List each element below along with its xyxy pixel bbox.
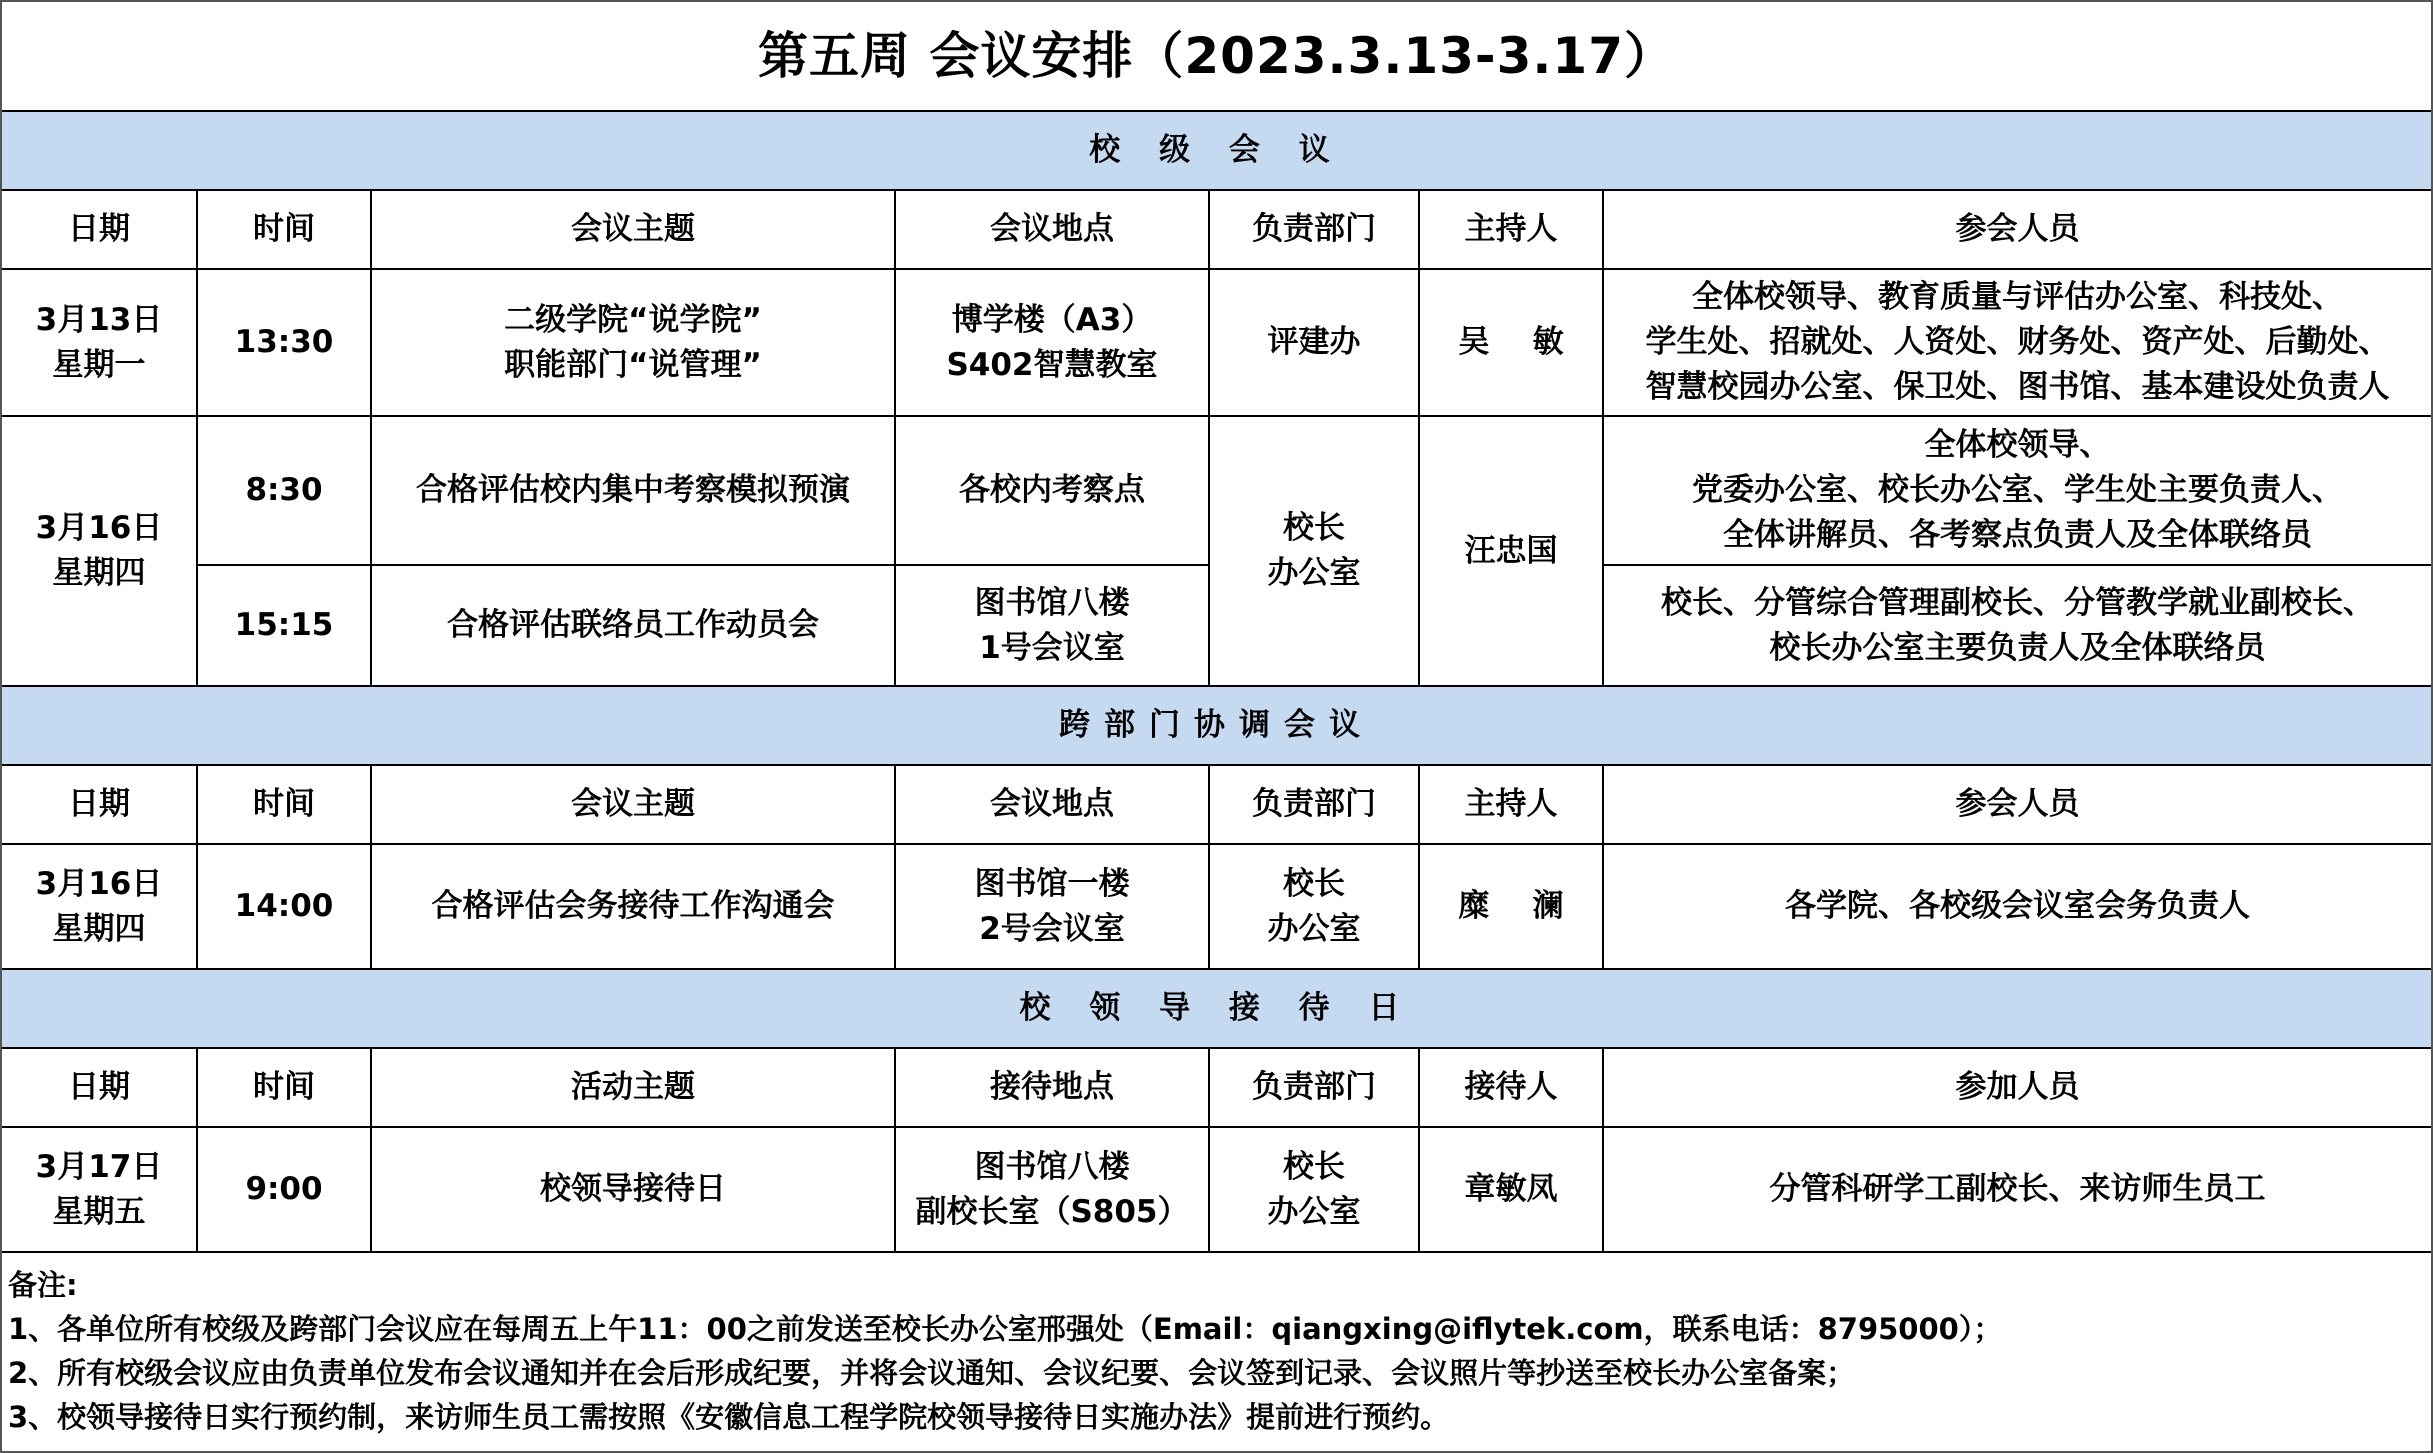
section-reception-day: [2, 969, 2431, 1048]
time-cell: 8:30: [197, 416, 371, 565]
time-cell: 13:30: [197, 269, 371, 416]
time-cell: 14:00: [197, 844, 371, 969]
col-header-participants: 参加人员: [1603, 1048, 2431, 1127]
table-row: [2, 844, 2431, 969]
col-header-location: 会议地点: [895, 190, 1209, 269]
section-title: 跨部门协调会议: [2, 686, 2431, 765]
col-header-receiver: 接待人: [1419, 1048, 1603, 1127]
section-cross-dept-meetings: [2, 686, 2431, 765]
notes-section: [2, 1253, 2431, 1439]
col-header-reception-location: 接待地点: [895, 1048, 1209, 1127]
participants-cell: 分管科研学工副校长、来访师生员工: [1603, 1127, 2431, 1252]
section-school-meetings: [2, 112, 2431, 190]
col-header-dept: 负责部门: [1209, 1048, 1419, 1127]
date-cell: 3月16日 星期四: [2, 416, 197, 686]
note-line: 1、各单位所有校级及跨部门会议应在每周五上午11：00之前发送至校长办公室邢强处（Email：qiangxing@iflytek.com，联系电话：8795000）；: [8, 1312, 2003, 1346]
col-header-host: 主持人: [1419, 765, 1603, 844]
col-header-date: 日期: [2, 765, 197, 844]
col-header-time: 时间: [197, 1048, 371, 1127]
host-cell: 吴 敏: [1419, 269, 1603, 416]
col-header-date: 日期: [2, 1048, 197, 1127]
col-header-host: 主持人: [1419, 190, 1603, 269]
topic-cell: 合格评估联络员工作动员会: [371, 565, 895, 686]
dept-cell: 评建办: [1209, 269, 1419, 416]
topic-cell: 合格评估校内集中考察模拟预演: [371, 416, 895, 565]
col-header-dept: 负责部门: [1209, 190, 1419, 269]
col-header-activity: 活动主题: [371, 1048, 895, 1127]
location-cell: 博学楼（A3） S402智慧教室: [895, 269, 1209, 416]
col-header-time: 时间: [197, 765, 371, 844]
header-row: [2, 765, 2431, 844]
col-header-dept: 负责部门: [1209, 765, 1419, 844]
receiver-cell: 章敏凤: [1419, 1127, 1603, 1252]
col-header-date: 日期: [2, 190, 197, 269]
topic-cell: 二级学院“说学院” 职能部门“说管理”: [371, 269, 895, 416]
col-header-topic: 会议主题: [371, 765, 895, 844]
page-title: 第五周 会议安排（2023.3.13-3.17）: [2, 2, 2431, 112]
dept-cell: 校长 办公室: [1209, 844, 1419, 969]
location-cell: 各校内考察点: [895, 416, 1209, 565]
table-row: [2, 1127, 2431, 1252]
note-line: 2、所有校级会议应由负责单位发布会议通知并在会后形成纪要，并将会议通知、会议纪要、会议签到记录、会议照片等抄送至校长办公室备案；: [8, 1356, 1856, 1390]
header-row: [2, 1048, 2431, 1127]
section-title: 校 级 会 议: [2, 112, 2431, 190]
date-cell: 3月16日 星期四: [2, 844, 197, 969]
col-header-topic: 会议主题: [371, 190, 895, 269]
host-cell: 糜 澜: [1419, 844, 1603, 969]
attendees-cell: 全体校领导、 党委办公室、校长办公室、学生处主要负责人、 全体讲解员、各考察点负责人及全体联络员: [1603, 416, 2431, 565]
date-cell: 3月13日 星期一: [2, 269, 197, 416]
time-cell: 9:00: [197, 1127, 371, 1252]
note-line: 3、校领导接待日实行预约制，来访师生员工需按照《安徽信息工程学院校领导接待日实施办法》提前进行预约。: [8, 1400, 1450, 1434]
col-header-attendees: 参会人员: [1603, 765, 2431, 844]
attendees-cell: 全体校领导、教育质量与评估办公室、科技处、 学生处、招就处、人资处、财务处、资产处、后勤处、 智慧校园办公室、保卫处、图书馆、基本建设处负责人: [1603, 269, 2431, 416]
notes-heading: 备注:: [8, 1268, 78, 1302]
section-title: 校 领 导 接 待 日: [2, 969, 2431, 1048]
location-cell: 图书馆八楼 副校长室（S805）: [895, 1127, 1209, 1252]
date-cell: 3月17日 星期五: [2, 1127, 197, 1252]
attendees-cell: 校长、分管综合管理副校长、分管教学就业副校长、 校长办公室主要负责人及全体联络员: [1603, 565, 2431, 686]
schedule-table: [2, 112, 2431, 1253]
col-header-time: 时间: [197, 190, 371, 269]
header-row: [2, 190, 2431, 269]
dept-cell: 校长 办公室: [1209, 1127, 1419, 1252]
location-cell: 图书馆八楼 1号会议室: [895, 565, 1209, 686]
col-header-attendees: 参会人员: [1603, 190, 2431, 269]
table-row: [2, 269, 2431, 416]
location-cell: 图书馆一楼 2号会议室: [895, 844, 1209, 969]
host-cell: 汪忠国: [1419, 416, 1603, 686]
topic-cell: 合格评估会务接待工作沟通会: [371, 844, 895, 969]
time-cell: 15:15: [197, 565, 371, 686]
col-header-location: 会议地点: [895, 765, 1209, 844]
table-row: [2, 416, 2431, 565]
topic-cell: 校领导接待日: [371, 1127, 895, 1252]
attendees-cell: 各学院、各校级会议室会务负责人: [1603, 844, 2431, 969]
dept-cell: 校长 办公室: [1209, 416, 1419, 686]
